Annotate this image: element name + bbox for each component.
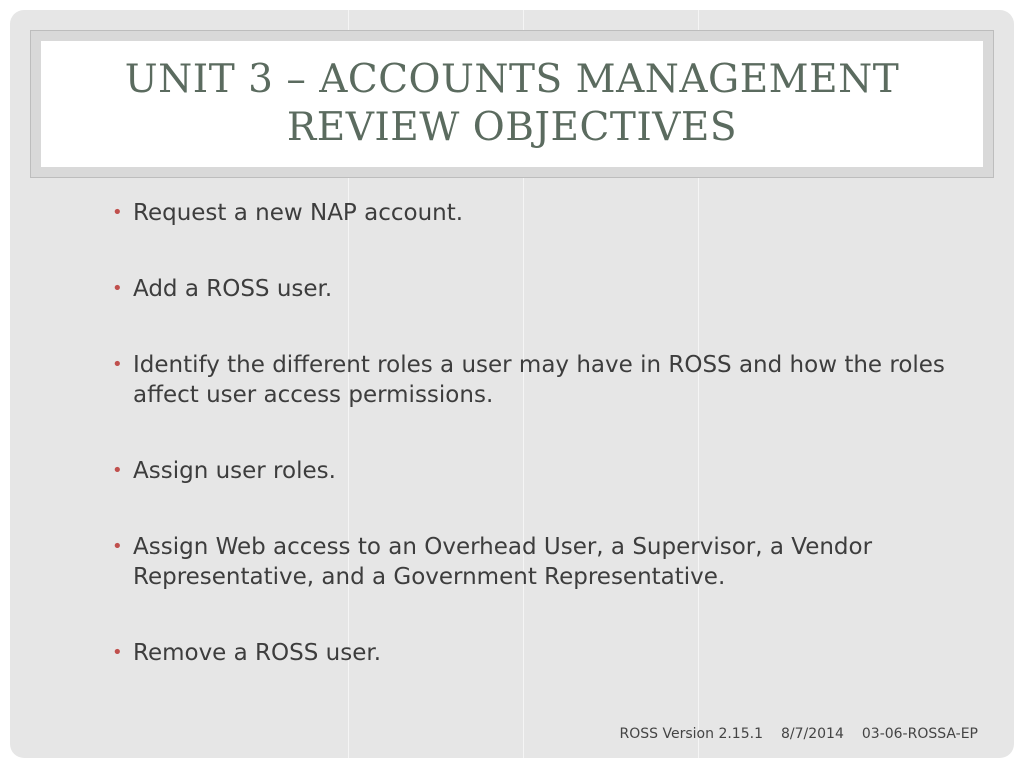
objective-text: Identify the different roles a user may have in ROSS and how the roles affect user access permissions. xyxy=(133,352,945,408)
slide-title-line-2: REVIEW OBJECTIVES xyxy=(286,105,738,150)
title-frame xyxy=(30,30,994,178)
footer-code: 03-06-ROSSA-EP xyxy=(861,726,978,742)
bullet-marker-icon: • xyxy=(112,202,123,223)
objective-item xyxy=(108,274,978,304)
objective-text: Remove a ROSS user. xyxy=(133,640,382,666)
objective-text: Assign Web access to an Overhead User, a Supervisor, a Vendor Representative, and a Government Representative. xyxy=(133,534,873,590)
objectives-list xyxy=(108,198,978,714)
title-box xyxy=(41,41,983,167)
objective-item xyxy=(108,350,978,410)
bullet-marker-icon: • xyxy=(112,642,123,663)
slide-title-line-1: UNIT 3 – ACCOUNTS MANAGEMENT xyxy=(124,57,900,102)
footer-date: 8/7/2014 xyxy=(780,726,844,742)
objective-text: Assign user roles. xyxy=(133,458,336,484)
objective-item xyxy=(108,198,978,228)
slide xyxy=(10,10,1014,758)
objective-text: Add a ROSS user. xyxy=(133,276,333,302)
bullet-marker-icon: • xyxy=(112,354,123,375)
bullet-marker-icon: • xyxy=(112,536,123,557)
objective-item xyxy=(108,456,978,486)
objective-text: Request a new NAP account. xyxy=(133,200,464,226)
footer-version: ROSS Version 2.15.1 xyxy=(619,726,763,742)
bullet-marker-icon: • xyxy=(112,278,123,299)
objective-item xyxy=(108,532,978,592)
bullet-marker-icon: • xyxy=(112,460,123,481)
slide-footer xyxy=(602,726,978,742)
objective-item xyxy=(108,638,978,668)
